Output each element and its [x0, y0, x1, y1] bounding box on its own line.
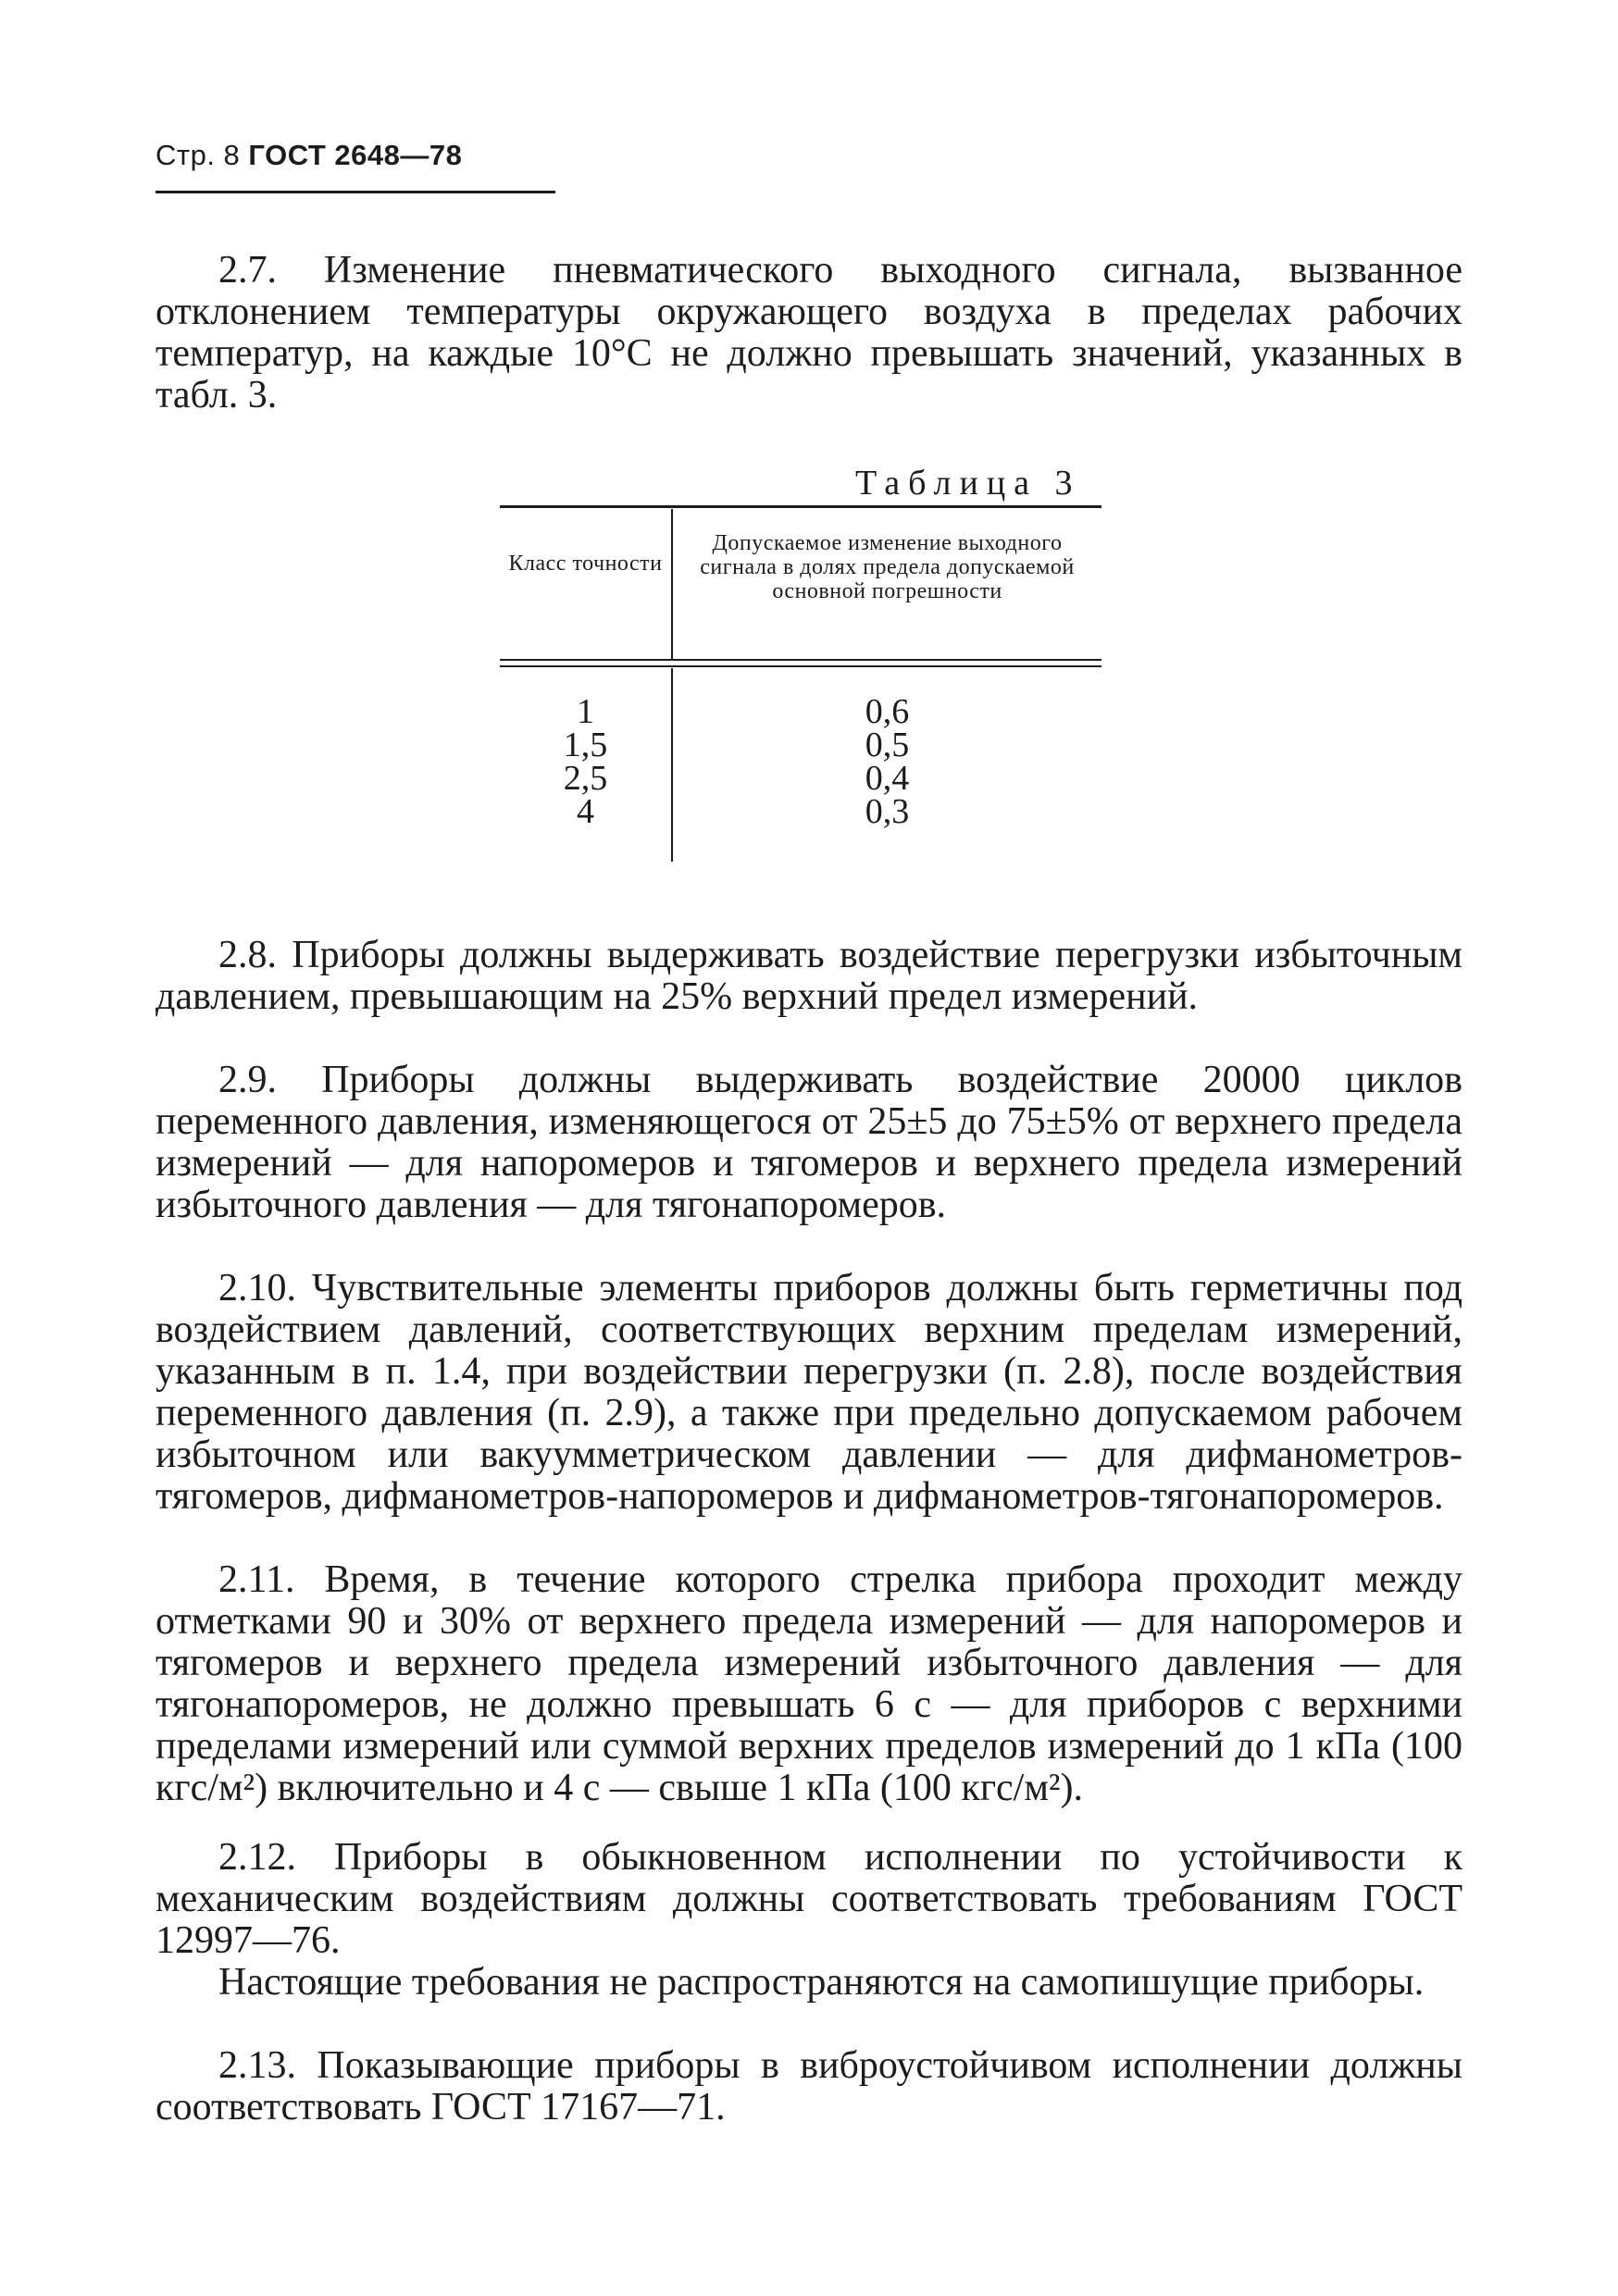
header-accuracy-class: Класс точности — [508, 552, 663, 576]
header-rule — [156, 191, 555, 193]
page-header — [156, 139, 462, 172]
table-3 — [500, 505, 1101, 862]
column-accuracy-class — [500, 692, 671, 831]
paragraph-2-12: 2.12. Приборы в обыкновенном исполнении по устойчивости к механическим воздействиям должны соответствовать требованиям ГОСТ 12997—76. — [156, 1836, 1462, 1962]
table-header-rule — [500, 659, 1101, 661]
table-cell: 2,5 — [563, 759, 608, 798]
table-cell: 0,3 — [865, 792, 910, 831]
table-caption: Таблица 3 — [855, 464, 1081, 503]
page-number: Стр. 8 — [156, 139, 241, 171]
table-cell: 0,4 — [865, 759, 910, 798]
paragraph-note: Настоящие требования не распространяются на самопишущие приборы. — [218, 1961, 1425, 2004]
header-allowed-change: Допускаемое изменение выходного сигнала в долях предела допускаемой основной погрешности — [700, 531, 1075, 603]
paragraph-2-10: 2.10. Чувствительные элементы приборов должны быть герметичны под воздействием давлений, соответствующих верхним пределам измерений, указанным в п. 1.4, при воздействии перегрузки (п. 2.8), после воздействия переменного давления (п. 2.9), а также при предельно допускаемом рабочем избыточном или вакуумметрическом давлении — для дифманометров-тягомеров, дифманометров-напоромеров и дифманометров-тягонапоромеров. — [156, 1267, 1462, 1518]
table-cell: 4 — [577, 792, 594, 831]
table-cell: 1,5 — [563, 726, 608, 764]
table-header-rule-second — [500, 665, 1101, 667]
paragraph-2-7: 2.7. Изменение пневматического выходного сигнала, вызванное отклонением температуры окружающего воздуха в пределах рабочих температур, на каждые 10°C не должно превышать значений, указанных в табл. 3. — [156, 249, 1462, 416]
paragraph-2-8: 2.8. Приборы должны выдерживать воздействие перегрузки избыточным давлением, превышающим на 25% верхний предел измерений. — [156, 934, 1462, 1018]
table-cell: 0,5 — [865, 726, 910, 764]
paragraph-2-13: 2.13. Показывающие приборы в виброустойчивом исполнении должны соответствовать ГОСТ 17167—71. — [156, 2044, 1462, 2128]
column-allowed-change — [673, 692, 1101, 831]
paragraph-2-9: 2.9. Приборы должны выдерживать воздействие 20000 циклов переменного давления, изменяющегося от 25±5 до 75±5% от верхнего предела измерений — для напоромеров и тягомеров и верхнего предела измерений избыточного давления — для тягонапоромеров. — [156, 1059, 1462, 1226]
table-cell: 0,6 — [865, 692, 910, 731]
table-cell: 1 — [577, 692, 594, 731]
standard-number: ГОСТ 2648—78 — [248, 139, 463, 171]
paragraph-2-11: 2.11. Время, в течение которого стрелка прибора проходит между отметками 90 и 30% от верхнего предела измерений — для напоромеров и тягомеров и верхнего предела измерений избыточного давления — для тягонапоромеров, не должно превышать 6 с — для приборов с верхними пределами измерений или суммой верхних пределов измерений до 1 кПа (100 кгс/м²) включительно и 4 с — свыше 1 кПа (100 кгс/м²). — [156, 1558, 1462, 1809]
table-top-rule — [500, 505, 1101, 508]
